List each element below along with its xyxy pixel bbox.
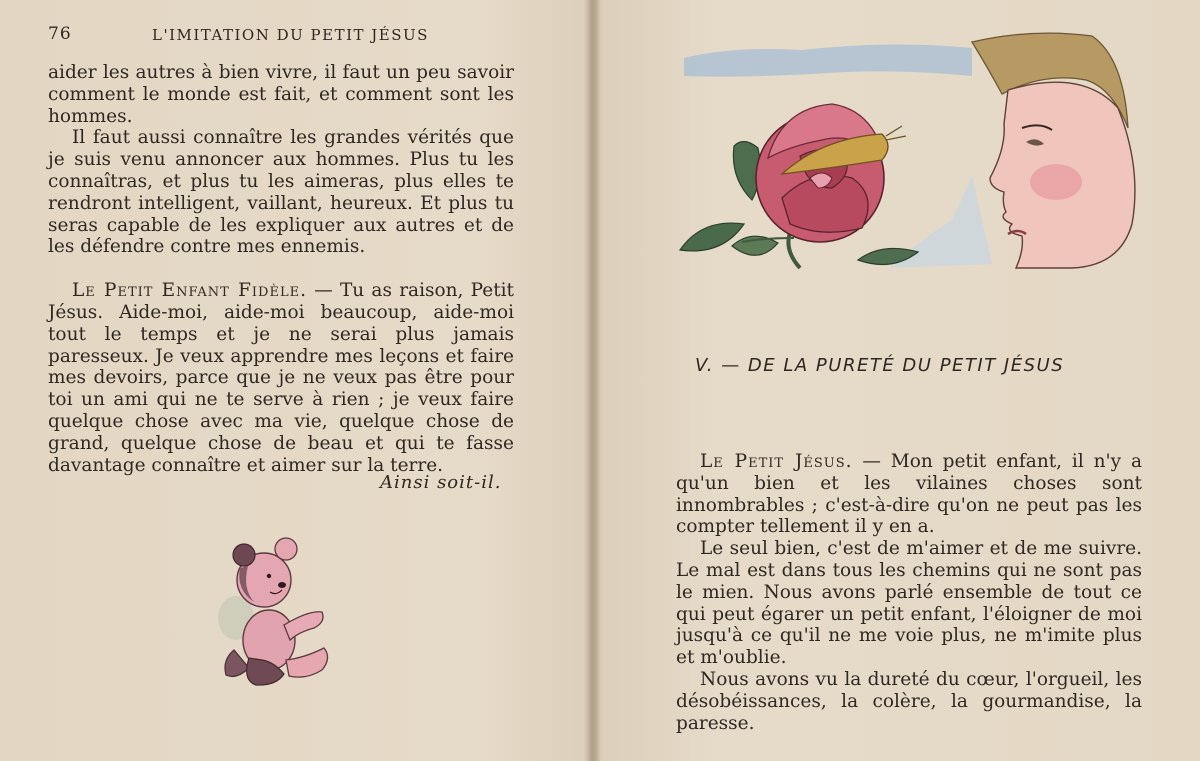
page-number: 76 xyxy=(48,24,72,44)
chapter-heading: V. — DE LA PURETÉ DU PETIT JÉSUS xyxy=(695,355,1065,376)
left-page xyxy=(0,0,588,761)
paragraph-text: Le seul bien, c'est de m'aimer et de me suivre. Le mal est dans tous les chemins qui ne sont pas le mien. Nous avons parlé ensemble de tout ce qui peut égarer un petit enfant, l'éloigner de moi jusqu'à ce qu'il ne me voie plus, ne m'imite plus et m'oublie. xyxy=(676,538,1142,669)
paragraph-text: Il faut aussi connaître les grandes vérités que je suis venu annoncer aux hommes. Plus tu les connaîtras, et plus tu les aimeras, plus elles te rendront intelligent, vaillant, heureux. Et plus tu seras capable de les expliquer aux autres et de les défendre contre mes ennemis. xyxy=(48,127,514,258)
paragraph-text: — Tu as raison, Petit Jésus. Aide-moi, aide-moi beaucoup, aide-moi tout le temps et je ne serai plus jamais paresseux. Je veux apprendre mes leçons et faire mes devoirs, parce que je ne veux pas être pour toi un ami qui ne te serve à rien ; je veux faire quelque chose avec ma vie, quelque chose de grand, quelque chose de beau et qui te fasse davantage connaître et aimer sur la terre. xyxy=(48,280,514,476)
speaker-name: Le Petit Enfant Fidèle. xyxy=(72,280,307,302)
paragraph xyxy=(676,669,1142,734)
book-gutter xyxy=(584,0,600,761)
paragraph xyxy=(48,62,514,127)
left-body-text xyxy=(48,62,514,476)
running-title: L'IMITATION DU PETIT JÉSUS xyxy=(152,26,429,44)
speaker-name: Le Petit Jésus. xyxy=(700,451,853,472)
paragraph-text: Nous avons vu la dureté du cœur, l'orgueil, les désobéissances, la colère, la gourmandise, la paresse. xyxy=(676,668,1142,734)
teddy-bear-illustration xyxy=(214,530,340,690)
rose-and-child-illustration xyxy=(672,28,1152,278)
dialogue-paragraph xyxy=(48,280,514,476)
paragraph-text: — Mon petit enfant, il n'y a qu'un bien et les vilaines choses sont innombrables ; c'est-à-dire qu'on ne peut pas les compter tellement il y en a. xyxy=(676,451,1142,538)
paragraph xyxy=(676,538,1142,669)
closing-line: Ainsi soit-il. xyxy=(380,472,502,493)
dialogue-paragraph xyxy=(676,451,1142,538)
paragraph-text: aider les autres à bien vivre, il faut un peu savoir comment le monde est fait, et comment sont les hommes. xyxy=(48,62,514,127)
paragraph xyxy=(48,127,514,258)
right-body-text xyxy=(676,451,1142,734)
